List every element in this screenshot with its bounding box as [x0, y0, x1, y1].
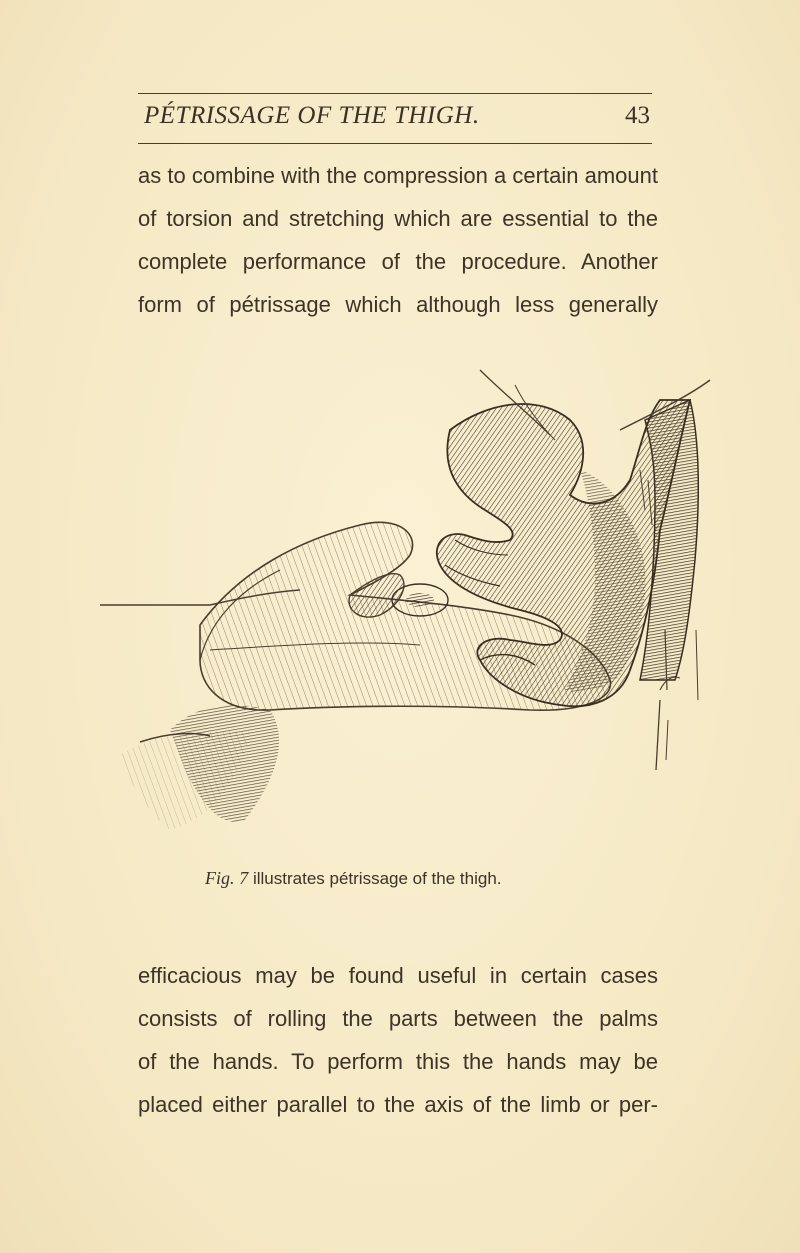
paragraph-bottom: [138, 954, 658, 1126]
figure-label: Fig.: [205, 868, 235, 888]
figure-caption: [205, 868, 502, 889]
paragraph-top: [138, 154, 658, 326]
header-rule-top: [138, 93, 652, 94]
text-line: efficacious may be found useful in certain cases: [138, 963, 658, 988]
figure-number: 7: [239, 868, 249, 888]
figure-caption-text: illustrates pétrissage of the thigh.: [252, 869, 502, 888]
header-rule-bottom: [138, 143, 652, 144]
text-line: of torsion and stretching which are essential to the: [138, 206, 658, 231]
text-line: of the hands. To perform this the hands may be: [138, 1049, 658, 1074]
figure-illustration: [100, 360, 800, 860]
hands-on-thigh-engraving: [100, 360, 800, 860]
text-line: as to combine with the compression a certain amount: [138, 163, 658, 188]
running-head: [140, 102, 650, 136]
page-number: 43: [625, 102, 650, 129]
text-line: placed either parallel to the axis of the limb or per-: [138, 1092, 658, 1117]
text-line: complete performance of the procedure. Another: [138, 249, 658, 274]
text-line: form of pétrissage which although less generally: [138, 292, 658, 317]
running-title: PÉTRISSAGE OF THE THIGH.: [144, 102, 480, 129]
text-line: consists of rolling the parts between the palms: [138, 1006, 658, 1031]
